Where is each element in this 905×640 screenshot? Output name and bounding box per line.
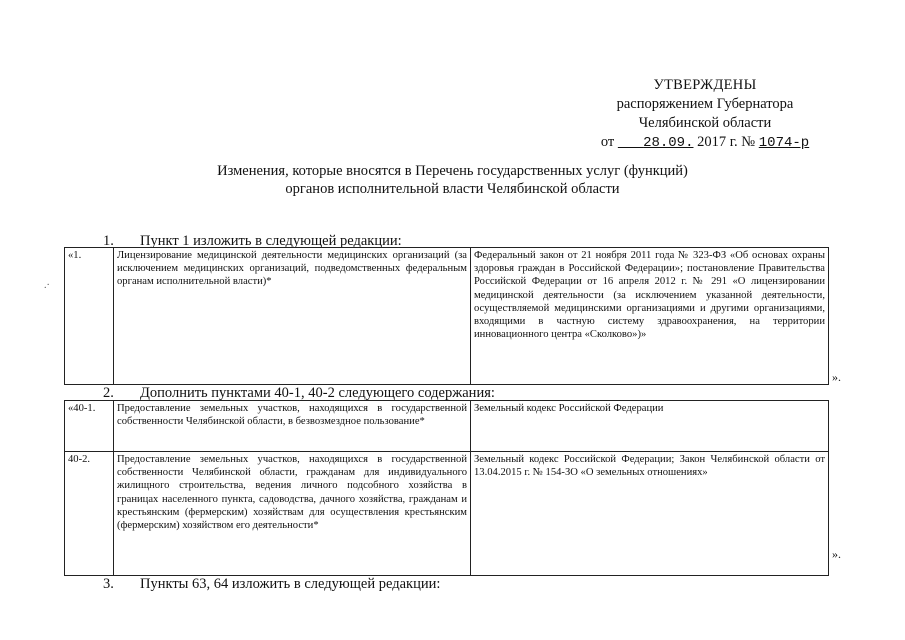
row-basis: Федеральный закон от 21 ноября 2011 года № 323-ФЗ «Об основах охраны здоровья граждан в Российской Федерации»; постановление Правительства Российской Федерации от 16 апреля 2012 г. № 291 «О лицензировании медицинской деятельности (за исключением указанной деятельности, осуществляемой медицинскими организациями и другими организациями, входящими в частную систему здравоохранения, на территории инновационного центра «Сколково»)» [471, 248, 829, 385]
row-number: 40-2. [65, 452, 114, 576]
section-2-text: Дополнить пунктами 40-1, 40-2 следующего содержания: [140, 385, 495, 401]
table-1-closing: ». [832, 370, 841, 384]
approval-date [618, 135, 694, 151]
approval-title: УТВЕРЖДЕНЫ [653, 77, 757, 93]
approval-date-value: 28.09. [643, 135, 694, 151]
table-row [65, 248, 829, 385]
row-service: Предоставление земельных участков, находящихся в государственной собственности Челябинской области, в безвозмездное пользование* [114, 401, 471, 452]
row-basis: Земельный кодекс Российской Федерации; Закон Челябинской области от 13.04.2015 г. № 154-ЗО «О земельных отношениях» [471, 452, 829, 576]
table-2-closing: ». [832, 547, 841, 561]
approval-prefix: от [600, 134, 615, 150]
approval-block [570, 76, 840, 153]
document-title-line-2: органов исполнительной власти Челябинской области [285, 181, 620, 197]
section-1-text: Пункт 1 изложить в следующей редакции: [140, 233, 402, 249]
table-2 [64, 400, 829, 576]
row-number: «40-1. [65, 401, 114, 452]
approval-date-line [570, 133, 840, 153]
section-3-number: 3. [103, 576, 114, 592]
section-1-number: 1. [103, 233, 114, 249]
row-number: «1. [65, 248, 114, 385]
document-title [200, 162, 705, 198]
approval-number: 1074-р [758, 135, 810, 151]
approval-line-1: распоряжением Губернатора [616, 96, 794, 112]
approval-line-2: Челябинской области [638, 115, 772, 131]
table-1 [64, 247, 829, 385]
scan-mark: .· [44, 280, 50, 291]
table-row [65, 452, 829, 576]
section-2-number: 2. [103, 385, 114, 401]
section-3-text: Пункты 63, 64 изложить в следующей редакции: [140, 576, 441, 592]
approval-year: 2017 г. № [697, 134, 756, 150]
document-title-line-1: Изменения, которые вносятся в Перечень государственных услуг (функций) [217, 163, 688, 179]
table-row [65, 401, 829, 452]
row-service: Предоставление земельных участков, находящихся в государственной собственности Челябинской области, гражданам для индивидуального жилищного строительства, ведения личного подсобного хозяйства в границах населенного пункта, садоводства, дачного хозяйства, гражданам и крестьянским (фермерским) хозяйствам для осуществления крестьянским (фермерским) хозяйством его деятельности* [114, 452, 471, 576]
row-service: Лицензирование медицинской деятельности медицинских организаций (за исключением медицинских организаций, подведомственных федеральным органам исполнительной власти)* [114, 248, 471, 385]
row-basis: Земельный кодекс Российской Федерации [471, 401, 829, 452]
